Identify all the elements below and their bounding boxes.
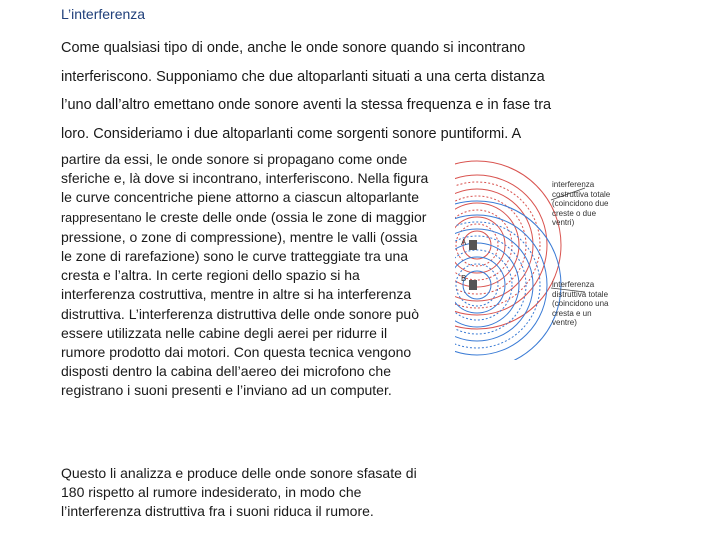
destructive-label: interferenza distruttiva totale (coincidono una cresta e un ventre): [552, 280, 609, 327]
speaker-b-label: B: [461, 274, 467, 283]
intro-line: loro. Consideriamo i due altoparlanti come sorgenti sonore puntiformi. A: [61, 125, 522, 142]
body-text-part: le creste delle onde (ossia le zone di maggior pressione, o zone di compressione), mentre le valli (ossia le zone di rarefazione) sono le curve tratteggiate tra una cresta e l’altra. In certe regioni dello spazio si ha interferenza costruttiva, mentre in altre si ha interferenza distruttiva. L’interferenza distruttiva delle onde sonore può essere utilizzata nelle cabine degli aerei per ridurre il rumore prodotto dai motori. Con questa tecnica vengono disposti dentro la cabina dell’aereo dei microfono che registrano i suoni presenti e l’inviano ad un computer.: [61, 208, 427, 399]
page-title: L’interferenza: [61, 6, 146, 22]
intro-line: l’uno dall’altro emettano onde sonore aventi la stessa frequenza e in fase tra: [61, 97, 552, 113]
closing-paragraph: Questo li analizza e produce delle onde sonore sfasate di 180 rispetto al rumore indesiderato, in modo che l’interferenza distruttiva fra i suoni riduca il rumore.: [61, 465, 417, 520]
speaker-a-icon: [469, 240, 477, 250]
speaker-a-label: A: [461, 238, 467, 247]
speaker-b-icon: [469, 280, 477, 290]
constructive-label: interferenza costruttiva totale (coincidono due creste o due ventri): [552, 180, 611, 227]
body-paragraph: [61, 150, 429, 401]
body-text-small: rappresentano: [61, 210, 142, 225]
intro-line: Come qualsiasi tipo di onde, anche le onde sonore quando si incontrano: [61, 40, 526, 56]
body-text-part: partire da essi, le onde sonore si propagano come onde sferiche e, là dove si incontrano, interferiscono. Nella figura le curve concentriche piene attorno a ciascun altoparlante: [61, 151, 429, 206]
intro-line: interferiscono. Supponiamo che due altoparlanti situati a una certa distanza: [61, 68, 545, 85]
intro-paragraph: [61, 34, 661, 148]
